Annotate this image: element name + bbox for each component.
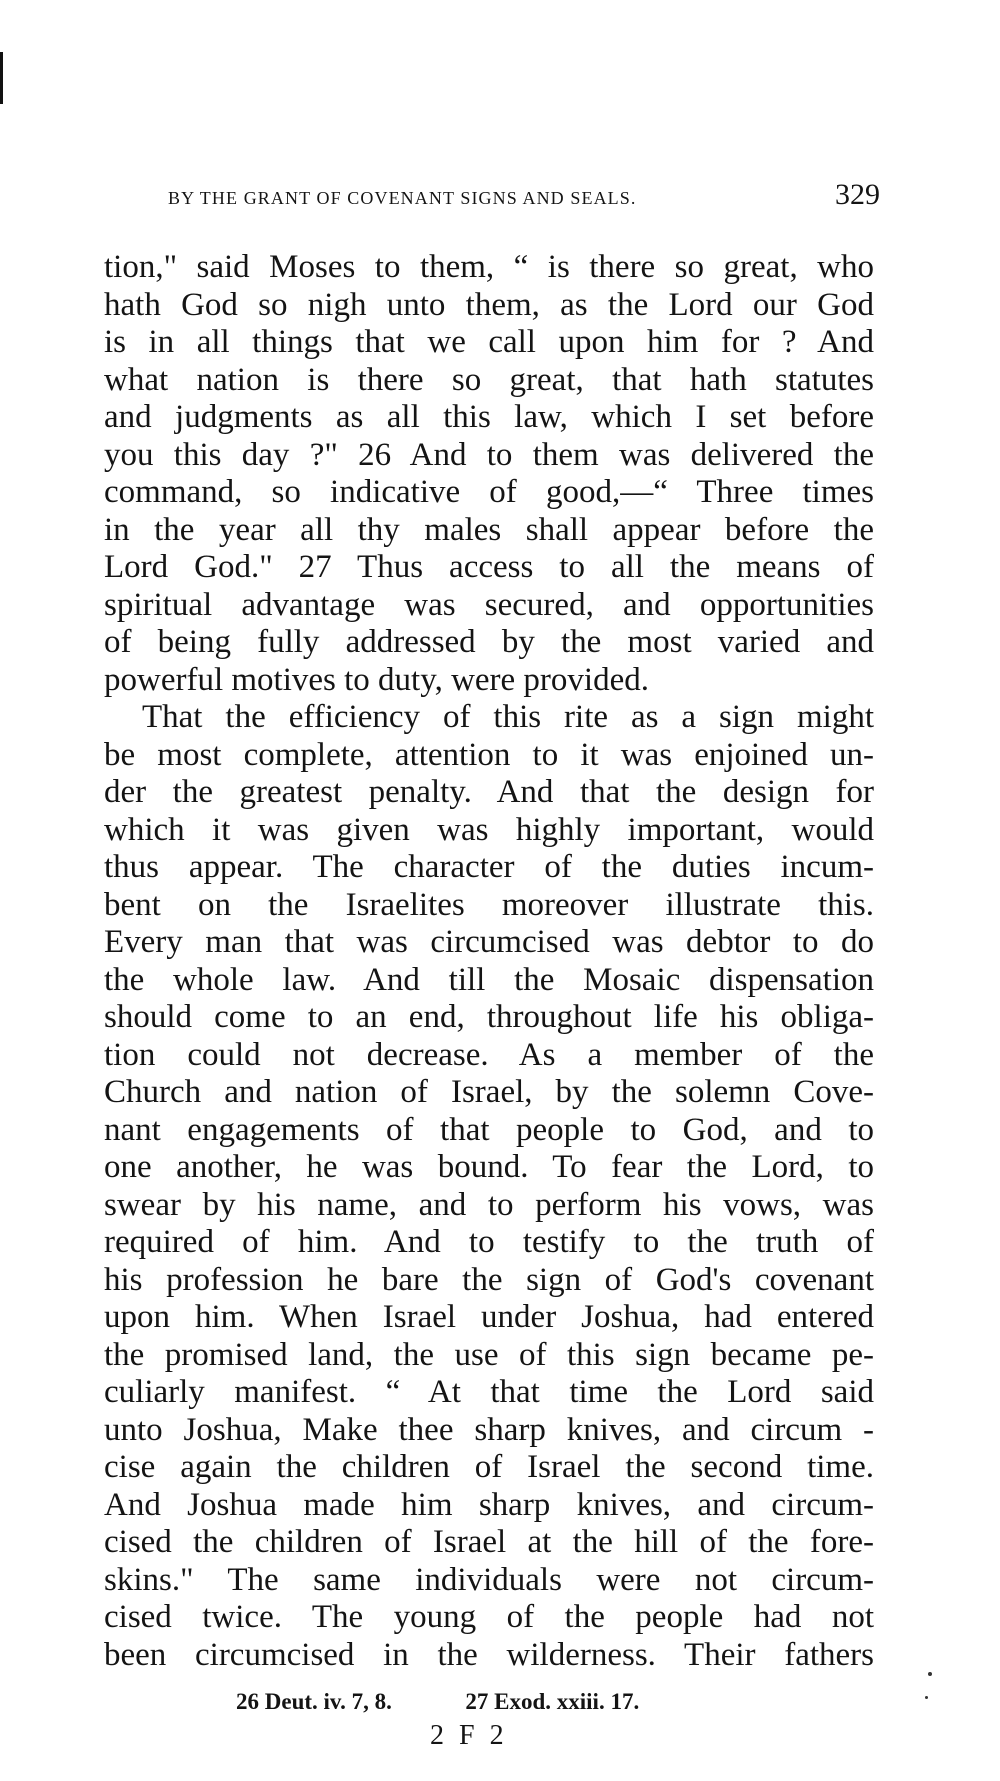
text-line: skins." The same individuals were not circum- (104, 1561, 874, 1598)
text-line: der the greatest penalty. And that the design for (104, 774, 874, 810)
text-line: the whole law. And till the Mosaic dispensation (104, 961, 874, 998)
paragraph-2 (104, 699, 874, 1674)
text-line: what nation is there so great, that hath statutes (104, 361, 874, 398)
text-line: Lord God." 27 Thus access to all the means of (104, 549, 874, 585)
text-line: of being fully addressed by the most varied and (104, 624, 874, 660)
paragraph-1 (104, 249, 874, 699)
scan-speck (925, 1696, 928, 1699)
text-line: you this day ?" 26 And to them was delivered the (104, 436, 874, 473)
text-line: command, so indicative of good,—“ Three times (104, 474, 874, 510)
text-line: swear by his name, and to perform his vows, was (104, 1186, 874, 1223)
text-line: is in all things that we call upon him for ? And (104, 324, 874, 360)
text-line: tion," said Moses to them, “ is there so great, who (104, 249, 874, 285)
text-line: And Joshua made him sharp knives, and circum- (104, 1486, 874, 1523)
text-line: Every man that was circumcised was debtor to do (104, 924, 874, 960)
text-line: the promised land, the use of this sign became pe- (104, 1336, 874, 1373)
text-line: one another, he was bound. To fear the Lord, to (104, 1149, 874, 1185)
text-line: in the year all thy males shall appear before the (104, 511, 874, 548)
footnote-26: 26 Deut. iv. 7, 8. (236, 1689, 392, 1714)
text-line: cised the children of Israel at the hill of the fore- (104, 1524, 874, 1560)
text-line: which it was given was highly important, would (104, 811, 874, 848)
text-line: bent on the Israelites moreover illustrate this. (104, 886, 874, 923)
text-line: tion could not decrease. As a member of the (104, 1036, 874, 1073)
text-line: spiritual advantage was secured, and opportunities (104, 586, 874, 623)
running-title: BY THE GRANT OF COVENANT SIGNS AND SEALS. (168, 188, 637, 208)
text-line: culiarly manifest. “ At that time the Lord said (104, 1374, 874, 1410)
scan-speck (928, 1672, 932, 1676)
text-line: be most complete, attention to it was enjoined un- (104, 736, 874, 773)
signature-mark: 2 F 2 (430, 1720, 508, 1751)
footnotes (236, 1689, 639, 1715)
text-line: hath God so nigh unto them, as the Lord our God (104, 286, 874, 323)
margin-scan-mark (0, 52, 3, 104)
text-line: should come to an end, throughout life his obliga- (104, 999, 874, 1035)
body-text (104, 249, 874, 1674)
text-line: thus appear. The character of the duties incum- (104, 849, 874, 885)
text-line: required of him. And to testify to the truth of (104, 1224, 874, 1260)
text-line: his profession he bare the sign of God's covenant (104, 1261, 874, 1298)
text-line: nant engagements of that people to God, and to (104, 1111, 874, 1148)
footnote-27: 27 Exod. xxiii. 17. (465, 1689, 640, 1714)
text-line: upon him. When Israel under Joshua, had entered (104, 1299, 874, 1335)
text-line: Church and nation of Israel, by the solemn Cove- (104, 1074, 874, 1110)
text-line: powerful motives to duty, were provided. (104, 661, 649, 698)
text-line: cise again the children of Israel the second time. (104, 1449, 874, 1485)
text-line: That the efficiency of this rite as a sign might (142, 699, 874, 735)
text-line: been circumcised in the wilderness. Their fathers (104, 1636, 874, 1673)
running-head (168, 178, 880, 218)
text-line: and judgments as all this law, which I set before (104, 399, 874, 435)
page-number: 329 (835, 178, 880, 211)
text-line: unto Joshua, Make thee sharp knives, and circum - (104, 1411, 874, 1448)
text-line: cised twice. The young of the people had not (104, 1599, 874, 1635)
